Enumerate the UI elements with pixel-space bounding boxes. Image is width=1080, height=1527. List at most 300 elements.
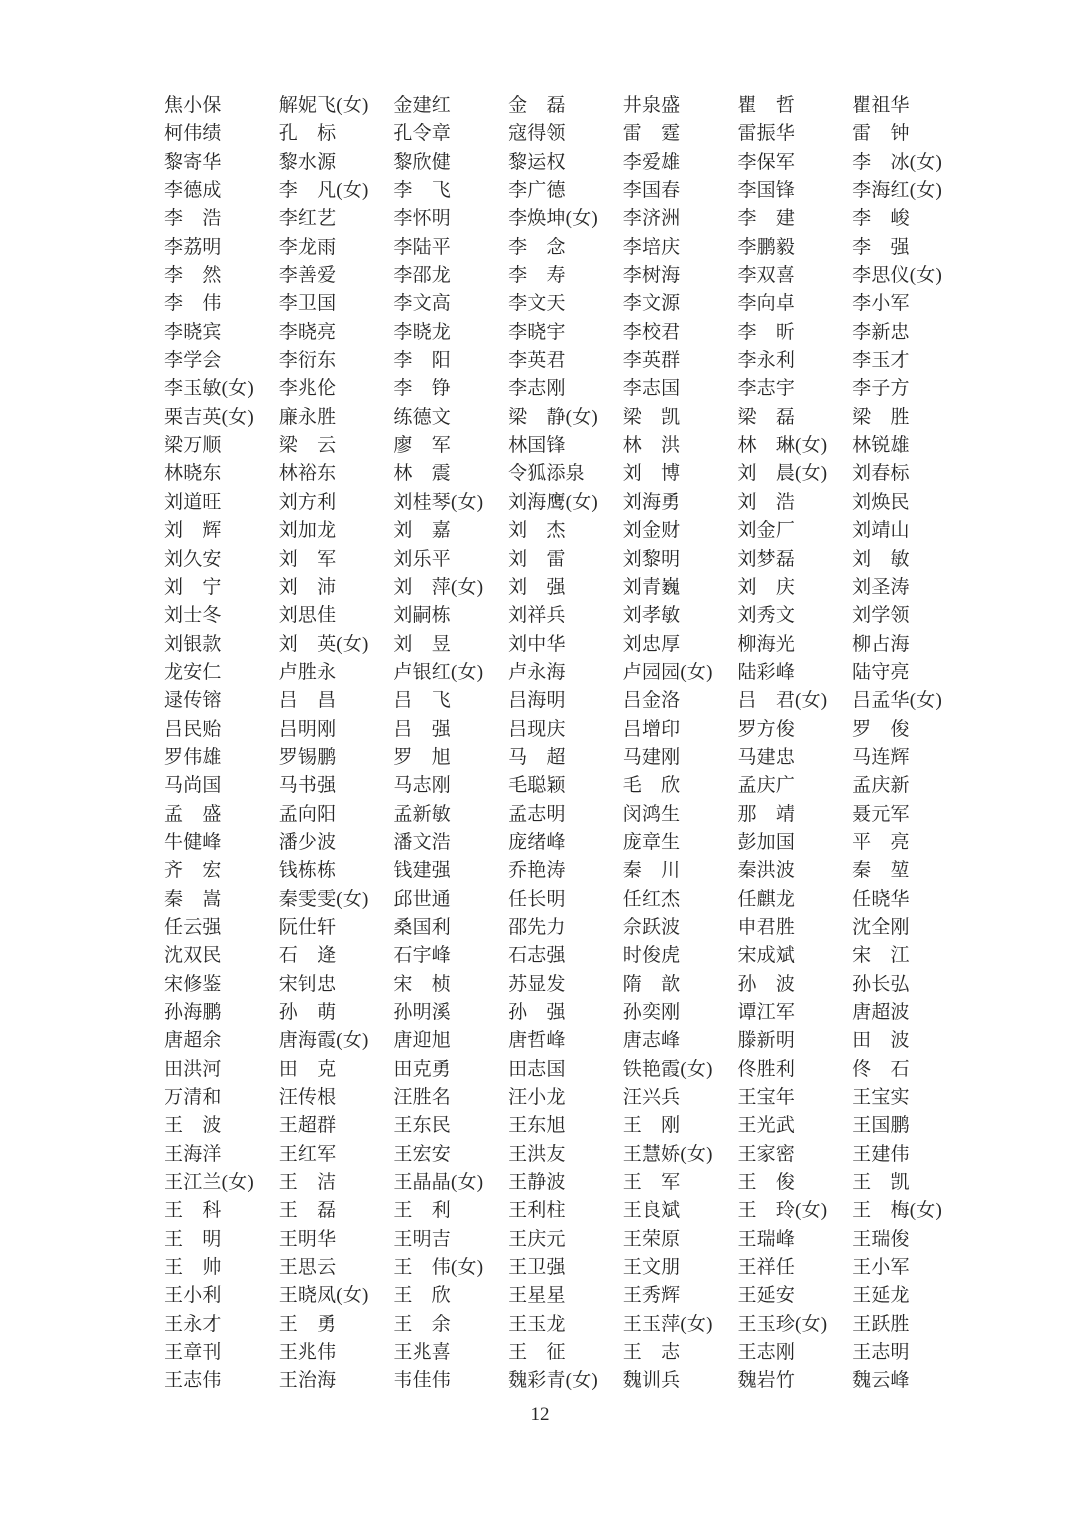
name-cell: 唐超波 [852,1002,910,1023]
name-cell: 王海洋 [164,1143,222,1165]
name-cell: 吕明刚 [278,718,337,740]
name-cell: 吕 飞 [393,690,451,712]
name-cell: 任晓华 [852,888,910,910]
name-cell: 吕海明 [508,690,566,712]
name-cell: 卢永海 [508,661,566,683]
name-cell: 刘学领 [852,605,910,627]
name-cell: 李爱雄 [622,151,681,173]
name-cell: 王光武 [737,1115,796,1137]
name-cell: 谭江军 [737,1002,796,1023]
name-cell: 王国鹏 [852,1115,910,1137]
name-cell: 沈双民 [164,945,222,967]
name-cell: 王 志 [622,1342,681,1364]
name-cell: 吕民贻 [164,718,222,740]
name-cell: 魏岩竹 [737,1370,796,1392]
name-cell: 唐迎旭 [393,1030,451,1052]
name-cell: 潘文浩 [393,831,451,853]
name-cell: 秦 堃 [852,860,910,882]
name-cell: 李文天 [508,293,566,315]
name-cell: 王 磊 [278,1200,337,1222]
name-cell: 李海红(女) [852,180,942,202]
name-cell: 刘黎明 [622,548,681,570]
name-cell: 王洪友 [508,1143,566,1165]
name-cell: 林锐雄 [852,435,910,457]
name-cell: 李 浩 [164,208,222,230]
name-cell: 汪传根 [278,1087,337,1109]
name-cell: 唐超余 [164,1030,222,1052]
name-cell: 刘 宁 [164,576,222,598]
name-cell: 阮仕轩 [278,916,337,938]
name-cell: 李 凡(女) [278,180,369,202]
name-cell: 王小利 [164,1285,222,1307]
name-cell: 卢园园(女) [622,661,713,683]
name-cell: 王良斌 [622,1200,681,1222]
name-cell: 金 磊 [508,95,566,116]
name-row [164,942,974,970]
name-cell: 王瑞峰 [737,1228,796,1250]
name-cell: 柯伟绩 [164,123,222,145]
name-cell: 刘士冬 [164,605,222,627]
name-cell: 王 伟(女) [393,1257,484,1279]
name-list [164,92,974,1396]
name-cell: 刘乐平 [393,548,451,570]
name-row [164,1084,974,1112]
name-cell: 田志国 [508,1058,566,1080]
name-cell: 平 亮 [852,831,910,853]
name-cell: 王文朋 [622,1257,681,1279]
name-cell: 李兆伦 [278,378,337,400]
name-cell: 李广德 [508,180,566,202]
name-cell: 闵鸿生 [622,803,681,825]
name-cell: 刘梦磊 [737,548,796,570]
name-cell: 孙 萌 [278,1002,337,1023]
name-cell: 任麒龙 [737,888,796,910]
name-cell: 王治海 [278,1370,337,1392]
name-cell: 王瑞俊 [852,1228,910,1250]
name-cell: 罗伟雄 [164,746,222,768]
name-row [164,857,974,885]
name-cell: 陆彩峰 [737,661,796,683]
name-cell: 李 然 [164,265,222,287]
name-cell: 李 冰(女) [852,151,942,173]
name-row [164,659,974,687]
name-cell: 沈全刚 [852,916,910,938]
name-cell: 王祥任 [737,1257,796,1279]
name-cell: 王荣原 [622,1228,681,1250]
name-cell: 卢胜永 [278,661,337,683]
name-cell: 孟志明 [508,803,566,825]
name-row [164,801,974,829]
name-cell: 李玉敏(女) [164,378,254,400]
name-cell: 刘 晨(女) [737,463,828,485]
name-cell: 宋 江 [852,945,910,967]
name-cell: 孔 标 [278,123,337,145]
name-cell: 王 明 [164,1228,222,1250]
name-cell: 秦 嵩 [164,888,222,910]
name-cell: 刘靖山 [852,520,910,542]
name-row [164,120,974,148]
name-cell: 林裕东 [278,463,337,485]
name-cell: 马尚国 [164,775,222,797]
name-row [164,432,974,460]
name-cell: 柳占海 [852,633,910,655]
name-cell: 李晓亮 [278,321,337,343]
name-cell: 王 利 [393,1200,451,1222]
name-cell: 令狐添泉 [508,463,585,485]
name-cell: 刘 浩 [737,491,796,513]
name-cell: 练德文 [393,406,451,428]
name-cell: 王晶晶(女) [393,1172,484,1194]
name-cell: 寇得领 [508,123,566,145]
name-cell: 雷振华 [737,123,796,145]
name-cell: 王志刚 [737,1342,796,1364]
name-cell: 刘 杰 [508,520,566,542]
name-cell: 李思仪(女) [852,265,942,287]
name-row [164,290,974,318]
name-cell: 李文源 [622,293,681,315]
name-cell: 王星星 [508,1285,566,1307]
name-row [164,1197,974,1225]
name-cell: 刘春标 [852,463,910,485]
name-cell: 刘 军 [278,548,337,570]
name-row [164,1056,974,1084]
name-cell: 刘嗣栋 [393,605,451,627]
name-cell: 王 波 [164,1115,222,1137]
name-cell: 李 念 [508,236,566,258]
name-cell: 刘中华 [508,633,566,655]
name-cell: 王庆元 [508,1228,566,1250]
name-cell: 黎水源 [278,151,337,173]
name-cell: 刘 嘉 [393,520,451,542]
name-cell: 李玉才 [852,350,910,372]
name-row [164,92,974,120]
name-cell: 齐 宏 [164,860,222,882]
name-cell: 刘焕民 [852,491,910,513]
name-cell: 李国锋 [737,180,796,202]
name-cell: 李 寿 [508,265,566,287]
name-cell: 李晓宇 [508,321,566,343]
name-cell: 李 伟 [164,293,222,315]
name-cell: 刘祥兵 [508,605,566,627]
name-cell: 李志宇 [737,378,796,400]
name-cell: 梁 胜 [852,406,910,428]
name-cell: 王跃胜 [852,1313,910,1335]
name-cell: 黎寄华 [164,151,222,173]
name-cell: 刘海勇 [622,491,681,513]
name-cell: 刘忠厚 [622,633,681,655]
name-cell: 孙海鹏 [164,1002,222,1023]
name-cell: 林 琳(女) [737,435,828,457]
name-cell: 王江兰(女) [164,1172,254,1194]
name-cell: 林国锋 [508,435,566,457]
name-cell: 隋 歆 [622,973,681,995]
name-cell: 刘银款 [164,633,222,655]
name-cell: 解妮飞(女) [278,95,369,116]
name-cell: 李德成 [164,180,222,202]
name-cell: 王红军 [278,1143,337,1165]
name-cell: 毛聪颖 [508,775,566,797]
name-cell: 林 洪 [622,435,681,457]
name-cell: 刘 萍(女) [393,576,484,598]
name-cell: 王 勇 [278,1313,337,1335]
name-cell: 王 征 [508,1342,566,1364]
name-row [164,1169,974,1197]
name-cell: 李树海 [622,265,681,287]
name-cell: 田 波 [852,1030,910,1052]
name-cell: 石志强 [508,945,566,967]
name-row [164,631,974,659]
name-cell: 王 刚 [622,1115,681,1137]
name-cell: 王 梅(女) [852,1200,942,1222]
name-cell: 李 建 [737,208,796,230]
name-row [164,1254,974,1282]
name-cell: 罗 俊 [852,718,910,740]
name-cell: 刘圣涛 [852,576,910,598]
name-cell: 王慧娇(女) [622,1143,713,1165]
name-cell: 魏彩青(女) [508,1370,598,1392]
name-row [164,149,974,177]
name-row [164,205,974,233]
name-cell: 刘金财 [622,520,681,542]
name-cell: 黎运权 [508,151,566,173]
name-cell: 任云强 [164,916,222,938]
name-cell: 魏云峰 [852,1370,910,1392]
name-row [164,971,974,999]
name-cell: 李保军 [737,151,796,173]
name-cell: 黎欣健 [393,151,451,173]
name-cell: 梁 凯 [622,406,681,428]
name-cell: 孙 波 [737,973,796,995]
name-cell: 梁万顺 [164,435,222,457]
name-cell: 孙 强 [508,1002,566,1023]
name-cell: 王章刊 [164,1342,222,1364]
name-cell: 卢银红(女) [393,661,484,683]
name-cell: 王宏安 [393,1143,451,1165]
name-cell: 龙安仁 [164,661,222,683]
name-cell: 王 洁 [278,1172,337,1194]
name-row [164,517,974,545]
name-cell: 李鹏毅 [737,236,796,258]
name-cell: 汪小龙 [508,1087,566,1109]
name-cell: 刘桂琴(女) [393,491,484,513]
name-row [164,1311,974,1339]
name-cell: 王卫强 [508,1257,566,1279]
name-row [164,744,974,772]
name-cell: 陆守亮 [852,661,910,683]
name-cell: 王东民 [393,1115,451,1137]
name-cell: 钱建强 [393,860,451,882]
name-cell: 刘加龙 [278,520,337,542]
name-cell: 王小军 [852,1257,910,1279]
name-cell: 李善爱 [278,265,337,287]
name-cell: 汪兴兵 [622,1087,681,1109]
page-number: 12 [530,1404,550,1425]
name-row [164,999,974,1027]
name-cell: 刘海鹰(女) [508,491,598,513]
name-cell: 庞绪峰 [508,831,566,853]
name-cell: 王利柱 [508,1200,566,1222]
name-cell: 牛健峰 [164,831,222,853]
name-cell: 王玉珍(女) [737,1313,828,1335]
name-cell: 孙明溪 [393,1002,451,1023]
name-cell: 李新忠 [852,321,910,343]
name-cell: 马 超 [508,746,566,768]
name-cell: 金建红 [393,95,451,116]
name-cell: 秦 川 [622,860,681,882]
name-cell: 李国春 [622,180,681,202]
name-cell: 刘 昱 [393,633,451,655]
name-row [164,319,974,347]
name-cell: 李龙雨 [278,236,337,258]
name-cell: 李 昕 [737,321,796,343]
name-cell: 申君胜 [737,916,796,938]
name-cell: 栗吉英(女) [164,406,254,428]
name-cell: 孟 盛 [164,803,222,825]
name-cell: 李子方 [852,378,910,400]
name-cell: 李 峻 [852,208,910,230]
name-row [164,602,974,630]
name-cell: 任红杰 [622,888,681,910]
name-cell: 李邵龙 [393,265,451,287]
name-row [164,489,974,517]
name-cell: 王 玲(女) [737,1200,828,1222]
name-cell: 李焕坤(女) [508,208,598,230]
name-cell: 王建伟 [852,1143,910,1165]
name-row [164,716,974,744]
name-cell: 刘 辉 [164,520,222,542]
name-cell: 王志明 [852,1342,910,1364]
name-cell: 庞章生 [622,831,681,853]
name-cell: 李济洲 [622,208,681,230]
name-cell: 秦洪波 [737,860,796,882]
name-cell: 马志刚 [393,775,451,797]
name-cell: 王宝年 [737,1087,796,1109]
name-cell: 田 克 [278,1058,337,1080]
name-row [164,1282,974,1310]
name-cell: 吕 强 [393,718,451,740]
name-cell: 王思云 [278,1257,337,1279]
name-cell: 罗方俊 [737,718,796,740]
name-cell: 李荔明 [164,236,222,258]
name-cell: 王秀辉 [622,1285,681,1307]
name-cell: 刘秀文 [737,605,796,627]
name-cell: 王兆伟 [278,1342,337,1364]
name-row [164,234,974,262]
name-cell: 田洪河 [164,1058,222,1080]
name-cell: 王静波 [508,1172,566,1194]
name-cell: 李 强 [852,236,910,258]
name-cell: 李双喜 [737,265,796,287]
name-cell: 王晓凤(女) [278,1285,369,1307]
name-cell: 吕 君(女) [737,690,828,712]
name-row [164,687,974,715]
name-cell: 李 铮 [393,378,451,400]
name-cell: 瞿 哲 [737,95,796,116]
name-cell: 李向卓 [737,293,796,315]
name-row [164,375,974,403]
name-cell: 桑国利 [393,916,451,938]
name-cell: 刘孝敏 [622,605,681,627]
name-cell: 孟向阳 [278,803,337,825]
name-cell: 刘 英(女) [278,633,369,655]
name-cell: 李文高 [393,293,451,315]
name-cell: 唐海霞(女) [278,1030,369,1052]
name-cell: 梁 云 [278,435,337,457]
name-cell: 王 科 [164,1200,222,1222]
name-cell: 刘方利 [278,491,337,513]
name-cell: 李晓龙 [393,321,451,343]
name-cell: 宋修鉴 [164,973,222,995]
name-cell: 马连辉 [852,746,910,768]
name-cell: 李怀明 [393,208,451,230]
name-cell: 李校君 [622,321,681,343]
name-cell: 佟胜利 [737,1058,796,1080]
name-cell: 王 军 [622,1172,681,1194]
name-cell: 秦雯雯(女) [278,888,369,910]
name-cell: 刘 强 [508,576,566,598]
name-cell: 吕金洛 [622,690,681,712]
name-cell: 李英君 [508,350,566,372]
name-cell: 韦佳伟 [393,1370,451,1392]
name-cell: 那 靖 [737,803,796,825]
name-cell: 宋 桢 [393,973,451,995]
name-cell: 邱世通 [393,888,451,910]
name-cell: 王永才 [164,1313,222,1335]
name-cell: 李 飞 [393,180,451,202]
name-cell: 李卫国 [278,293,337,315]
name-row [164,1141,974,1169]
name-cell: 彭加国 [737,831,796,853]
name-cell: 王东旭 [508,1115,566,1137]
name-cell: 罗锡鹏 [278,746,337,768]
name-cell: 李 阳 [393,350,451,372]
name-cell: 王兆喜 [393,1342,451,1364]
name-cell: 孙长弘 [852,973,910,995]
name-cell: 王玉龙 [508,1313,566,1335]
name-cell: 刘金厂 [737,520,796,542]
name-cell: 吕 昌 [278,690,337,712]
name-cell: 瞿祖华 [852,95,910,116]
name-cell: 梁 磊 [737,406,796,428]
name-cell: 马书强 [278,775,337,797]
name-cell: 毛 欣 [622,775,681,797]
name-row [164,914,974,942]
name-cell: 焦小保 [164,95,222,116]
name-cell: 吕孟华(女) [852,690,942,712]
name-cell: 乔艳涛 [508,860,566,882]
name-row [164,574,974,602]
name-cell: 苏显发 [508,973,566,995]
name-cell: 梁 静(女) [508,406,598,428]
name-row [164,177,974,205]
name-cell: 唐哲峰 [508,1030,566,1052]
name-cell: 孙奕刚 [622,1002,681,1023]
name-row [164,460,974,488]
name-cell: 吕现庆 [508,718,566,740]
name-row [164,829,974,857]
name-row [164,347,974,375]
name-cell: 王 帅 [164,1257,222,1279]
name-cell: 刘思佳 [278,605,337,627]
name-cell: 李晓宾 [164,321,222,343]
name-cell: 魏训兵 [622,1370,681,1392]
name-cell: 刘 博 [622,463,681,485]
name-cell: 王 欣 [393,1285,451,1307]
name-cell: 唐志峰 [622,1030,681,1052]
name-cell: 王 凯 [852,1172,910,1194]
name-cell: 雷 钟 [852,123,910,145]
name-cell: 李志国 [622,378,681,400]
